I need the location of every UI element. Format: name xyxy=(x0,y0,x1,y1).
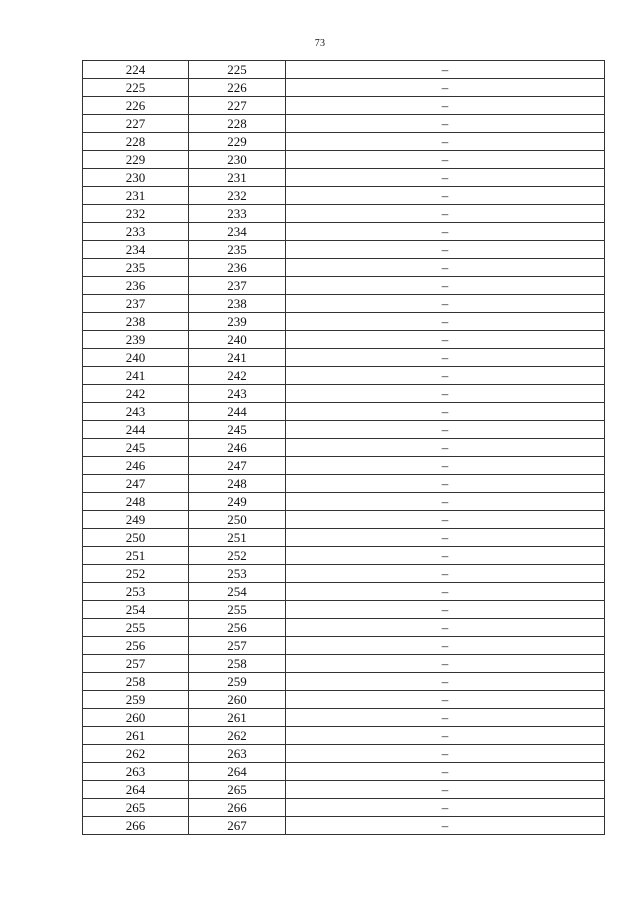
table-cell-from: 228 xyxy=(83,133,189,151)
table-cell-from: 261 xyxy=(83,727,189,745)
table-cell-to: 248 xyxy=(189,475,286,493)
table-row xyxy=(83,493,605,511)
table-cell-from: 232 xyxy=(83,205,189,223)
table-row xyxy=(83,691,605,709)
table-cell-value: – xyxy=(286,619,605,637)
table-row xyxy=(83,331,605,349)
table-row xyxy=(83,709,605,727)
table-cell-from: 250 xyxy=(83,529,189,547)
table-cell-from: 238 xyxy=(83,313,189,331)
table-cell-to: 230 xyxy=(189,151,286,169)
table-cell-to: 258 xyxy=(189,655,286,673)
table-cell-value: – xyxy=(286,79,605,97)
table-row xyxy=(83,583,605,601)
table-row xyxy=(83,439,605,457)
table-cell-value: – xyxy=(286,763,605,781)
table-cell-to: 264 xyxy=(189,763,286,781)
table-cell-to: 231 xyxy=(189,169,286,187)
table-cell-value: – xyxy=(286,403,605,421)
table-cell-from: 227 xyxy=(83,115,189,133)
table-cell-to: 237 xyxy=(189,277,286,295)
table-row xyxy=(83,673,605,691)
table-row xyxy=(83,241,605,259)
table-cell-to: 232 xyxy=(189,187,286,205)
table-cell-to: 265 xyxy=(189,781,286,799)
table-cell-from: 264 xyxy=(83,781,189,799)
table-cell-value: – xyxy=(286,259,605,277)
table-cell-from: 230 xyxy=(83,169,189,187)
table-cell-from: 263 xyxy=(83,763,189,781)
table-cell-to: 260 xyxy=(189,691,286,709)
table-row xyxy=(83,313,605,331)
table-cell-from: 224 xyxy=(83,61,189,79)
table-cell-from: 229 xyxy=(83,151,189,169)
table-cell-value: – xyxy=(286,565,605,583)
table-row xyxy=(83,745,605,763)
table-cell-to: 241 xyxy=(189,349,286,367)
table-cell-value: – xyxy=(286,133,605,151)
table-row xyxy=(83,565,605,583)
table-cell-from: 248 xyxy=(83,493,189,511)
table-cell-from: 252 xyxy=(83,565,189,583)
table-cell-value: – xyxy=(286,385,605,403)
table-cell-to: 234 xyxy=(189,223,286,241)
table-cell-from: 244 xyxy=(83,421,189,439)
table-cell-value: – xyxy=(286,799,605,817)
table-cell-value: – xyxy=(286,439,605,457)
table-row xyxy=(83,295,605,313)
table-cell-value: – xyxy=(286,511,605,529)
table-cell-to: 226 xyxy=(189,79,286,97)
table-row xyxy=(83,187,605,205)
table-cell-value: – xyxy=(286,241,605,259)
table-cell-value: – xyxy=(286,349,605,367)
table-cell-from: 241 xyxy=(83,367,189,385)
table-cell-from: 233 xyxy=(83,223,189,241)
table-cell-to: 266 xyxy=(189,799,286,817)
table-cell-from: 235 xyxy=(83,259,189,277)
table-cell-from: 256 xyxy=(83,637,189,655)
table-cell-value: – xyxy=(286,61,605,79)
table-row xyxy=(83,619,605,637)
table-cell-from: 231 xyxy=(83,187,189,205)
table-cell-from: 259 xyxy=(83,691,189,709)
table-cell-from: 226 xyxy=(83,97,189,115)
table-cell-value: – xyxy=(286,727,605,745)
table-row xyxy=(83,367,605,385)
table-cell-value: – xyxy=(286,529,605,547)
table-cell-to: 246 xyxy=(189,439,286,457)
table-cell-to: 261 xyxy=(189,709,286,727)
table-row xyxy=(83,79,605,97)
table-row xyxy=(83,349,605,367)
table-cell-value: – xyxy=(286,205,605,223)
table-row xyxy=(83,259,605,277)
table-cell-to: 225 xyxy=(189,61,286,79)
table-cell-value: – xyxy=(286,745,605,763)
table-cell-value: – xyxy=(286,637,605,655)
table-cell-from: 253 xyxy=(83,583,189,601)
table-cell-to: 249 xyxy=(189,493,286,511)
data-table-container xyxy=(82,60,604,835)
table-row xyxy=(83,205,605,223)
table-cell-value: – xyxy=(286,151,605,169)
table-cell-value: – xyxy=(286,673,605,691)
table-cell-from: 265 xyxy=(83,799,189,817)
table-cell-to: 263 xyxy=(189,745,286,763)
table-cell-to: 257 xyxy=(189,637,286,655)
table-cell-value: – xyxy=(286,457,605,475)
table-cell-from: 254 xyxy=(83,601,189,619)
table-row xyxy=(83,547,605,565)
table-cell-value: – xyxy=(286,187,605,205)
table-cell-to: 252 xyxy=(189,547,286,565)
table-row xyxy=(83,727,605,745)
table-cell-from: 257 xyxy=(83,655,189,673)
data-table xyxy=(82,60,605,835)
table-row xyxy=(83,763,605,781)
table-cell-to: 267 xyxy=(189,817,286,835)
table-cell-from: 234 xyxy=(83,241,189,259)
table-row xyxy=(83,529,605,547)
table-cell-value: – xyxy=(286,313,605,331)
table-cell-to: 235 xyxy=(189,241,286,259)
table-cell-from: 245 xyxy=(83,439,189,457)
table-cell-to: 233 xyxy=(189,205,286,223)
table-row xyxy=(83,169,605,187)
table-cell-to: 243 xyxy=(189,385,286,403)
page-number: 73 xyxy=(314,38,326,49)
table-row xyxy=(83,475,605,493)
table-row xyxy=(83,421,605,439)
table-cell-from: 246 xyxy=(83,457,189,475)
table-cell-value: – xyxy=(286,115,605,133)
table-cell-from: 249 xyxy=(83,511,189,529)
table-cell-to: 236 xyxy=(189,259,286,277)
table-cell-from: 236 xyxy=(83,277,189,295)
table-cell-value: – xyxy=(286,295,605,313)
table-row xyxy=(83,403,605,421)
table-row xyxy=(83,457,605,475)
table-body xyxy=(83,61,605,835)
table-cell-to: 250 xyxy=(189,511,286,529)
table-cell-to: 247 xyxy=(189,457,286,475)
table-row xyxy=(83,61,605,79)
table-row xyxy=(83,511,605,529)
table-cell-to: 238 xyxy=(189,295,286,313)
table-cell-to: 253 xyxy=(189,565,286,583)
table-row xyxy=(83,655,605,673)
table-cell-value: – xyxy=(286,421,605,439)
table-cell-from: 237 xyxy=(83,295,189,313)
table-cell-from: 251 xyxy=(83,547,189,565)
table-row xyxy=(83,223,605,241)
table-cell-from: 266 xyxy=(83,817,189,835)
table-cell-value: – xyxy=(286,277,605,295)
table-cell-to: 255 xyxy=(189,601,286,619)
table-cell-value: – xyxy=(286,709,605,727)
table-cell-value: – xyxy=(286,367,605,385)
table-cell-value: – xyxy=(286,583,605,601)
table-cell-to: 240 xyxy=(189,331,286,349)
table-cell-from: 240 xyxy=(83,349,189,367)
table-cell-from: 255 xyxy=(83,619,189,637)
table-cell-to: 256 xyxy=(189,619,286,637)
table-row xyxy=(83,637,605,655)
table-cell-to: 245 xyxy=(189,421,286,439)
table-cell-value: – xyxy=(286,331,605,349)
table-cell-from: 239 xyxy=(83,331,189,349)
table-cell-to: 259 xyxy=(189,673,286,691)
table-row xyxy=(83,781,605,799)
table-cell-value: – xyxy=(286,817,605,835)
table-row xyxy=(83,133,605,151)
table-row xyxy=(83,385,605,403)
table-cell-from: 258 xyxy=(83,673,189,691)
table-cell-value: – xyxy=(286,223,605,241)
table-cell-value: – xyxy=(286,601,605,619)
table-cell-value: – xyxy=(286,691,605,709)
table-cell-value: – xyxy=(286,475,605,493)
table-row xyxy=(83,277,605,295)
table-cell-to: 227 xyxy=(189,97,286,115)
table-cell-to: 244 xyxy=(189,403,286,421)
table-cell-to: 254 xyxy=(189,583,286,601)
table-row xyxy=(83,115,605,133)
table-cell-value: – xyxy=(286,655,605,673)
table-cell-to: 242 xyxy=(189,367,286,385)
table-cell-to: 229 xyxy=(189,133,286,151)
table-row xyxy=(83,97,605,115)
table-row xyxy=(83,817,605,835)
table-cell-value: – xyxy=(286,169,605,187)
table-cell-from: 260 xyxy=(83,709,189,727)
table-cell-from: 262 xyxy=(83,745,189,763)
table-cell-from: 243 xyxy=(83,403,189,421)
table-cell-to: 228 xyxy=(189,115,286,133)
table-cell-from: 247 xyxy=(83,475,189,493)
table-cell-to: 262 xyxy=(189,727,286,745)
table-cell-value: – xyxy=(286,547,605,565)
table-row xyxy=(83,799,605,817)
table-cell-value: – xyxy=(286,493,605,511)
table-cell-value: – xyxy=(286,97,605,115)
table-row xyxy=(83,601,605,619)
table-row xyxy=(83,151,605,169)
table-cell-from: 242 xyxy=(83,385,189,403)
table-cell-to: 239 xyxy=(189,313,286,331)
table-cell-to: 251 xyxy=(189,529,286,547)
table-cell-from: 225 xyxy=(83,79,189,97)
table-cell-value: – xyxy=(286,781,605,799)
